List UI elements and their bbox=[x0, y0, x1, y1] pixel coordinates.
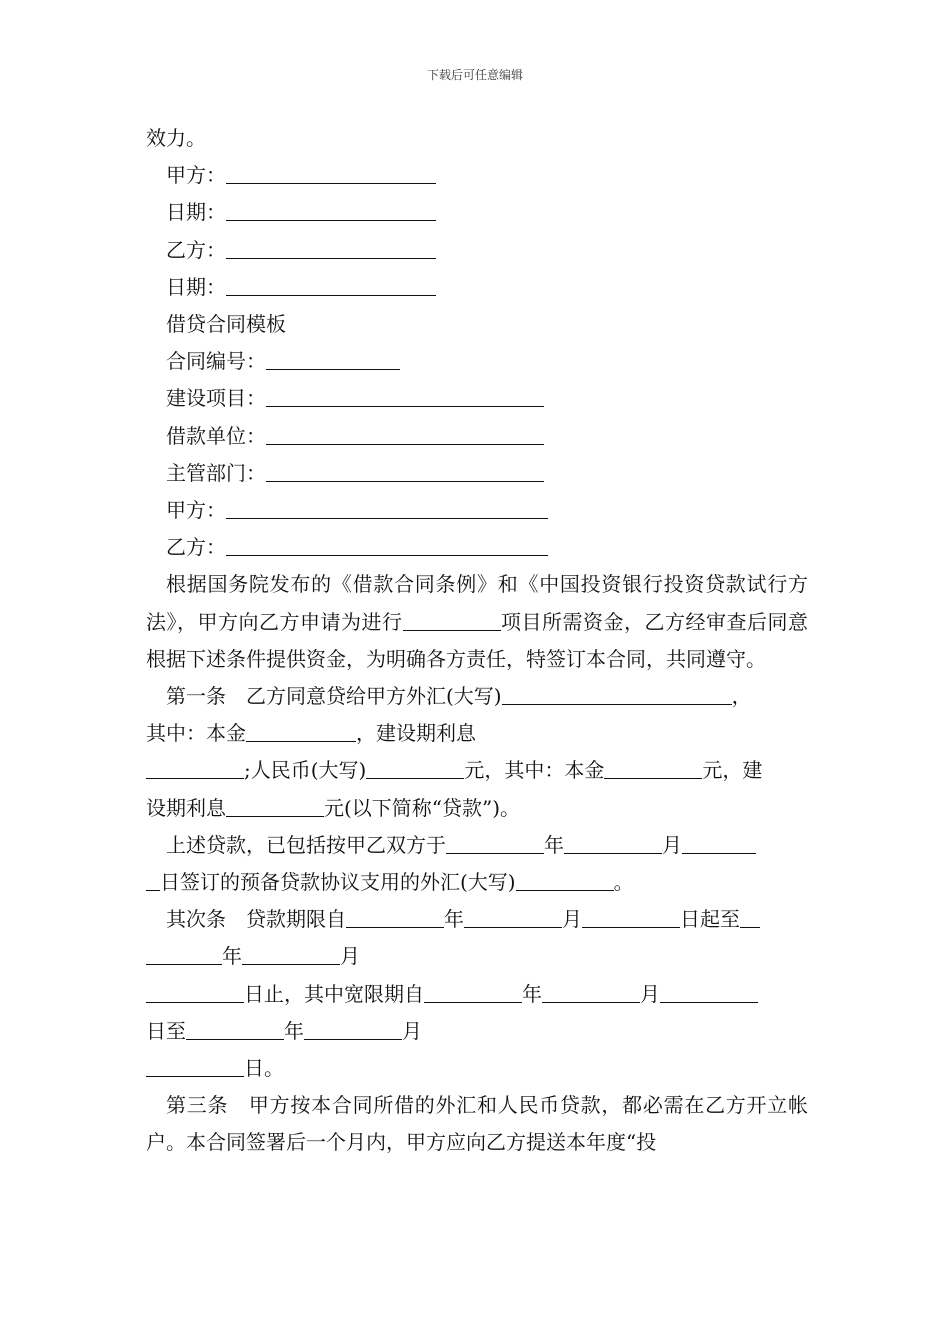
text: 项目所需资金，乙方经审查后同意根据下述条件提供资金，为明确各方责任，特签订本合同，共同遵守。 bbox=[146, 609, 808, 671]
text: 月 bbox=[402, 1018, 422, 1043]
text: 月 bbox=[640, 981, 660, 1006]
document-title: 借贷合同模板 bbox=[166, 312, 286, 337]
label: 日期： bbox=[166, 200, 226, 225]
blank-field bbox=[226, 533, 548, 556]
text: 元，建 bbox=[702, 758, 763, 783]
field-party-b bbox=[146, 529, 808, 566]
blank-field bbox=[242, 942, 340, 965]
article-3: 第三条 甲方按本合同所借的外汇和人民币贷款，都必需在乙方开立帐户。本合同签署后一个月内，甲方应向乙方提送本年度“投 bbox=[146, 1093, 808, 1155]
text: 日起至 bbox=[680, 907, 740, 932]
label: 乙方： bbox=[166, 535, 226, 560]
label: 借款单位： bbox=[166, 423, 266, 448]
blank-field bbox=[226, 794, 324, 817]
text: 日至 bbox=[146, 1018, 186, 1043]
article-2-line bbox=[146, 1013, 808, 1050]
blank-field bbox=[446, 831, 544, 854]
text: 年 bbox=[544, 832, 564, 857]
blank-field bbox=[146, 868, 160, 891]
text: ;人民币(大写) bbox=[244, 758, 367, 783]
signature-line-party-a bbox=[146, 157, 808, 194]
blank-field bbox=[346, 905, 444, 928]
text: ，建设期利息 bbox=[356, 721, 476, 746]
signature-line-date bbox=[146, 194, 808, 231]
blank-field bbox=[516, 868, 614, 891]
label: 乙方： bbox=[166, 237, 226, 262]
blank-field bbox=[146, 756, 244, 779]
text: 根据国务院发布的《借款合同条例》和《中国投资银行投资贷款试行方法》，甲方向乙方申请为进行 bbox=[146, 572, 808, 634]
text-line: 效力。 bbox=[146, 126, 206, 150]
blank-field bbox=[366, 756, 464, 779]
preamble-paragraph bbox=[146, 566, 808, 678]
blank-field bbox=[424, 980, 522, 1003]
article-1-line bbox=[146, 752, 808, 789]
blank-field bbox=[266, 459, 544, 482]
text: 其中：本金 bbox=[146, 721, 246, 746]
blank-field bbox=[266, 347, 400, 370]
blank-field bbox=[146, 980, 244, 1003]
text: 日。 bbox=[244, 1056, 284, 1081]
article-2-line bbox=[146, 1050, 808, 1087]
text: 日止，其中宽限期自 bbox=[244, 981, 424, 1006]
text: 年 bbox=[284, 1018, 304, 1043]
blank-field bbox=[660, 980, 758, 1003]
blank-field bbox=[604, 756, 702, 779]
article-1-supplement-line bbox=[146, 864, 808, 901]
text: 设期利息 bbox=[146, 795, 226, 820]
blank-field bbox=[226, 273, 436, 296]
text: 月 bbox=[662, 832, 682, 857]
label: 合同编号： bbox=[166, 349, 266, 374]
signature-line-date bbox=[146, 269, 808, 306]
text: 月 bbox=[562, 907, 582, 932]
article-2-line bbox=[146, 976, 808, 1013]
blank-field bbox=[226, 496, 548, 519]
blank-field bbox=[226, 198, 436, 221]
blank-field bbox=[304, 1017, 402, 1040]
text: 其次条 贷款期限自 bbox=[166, 907, 346, 932]
blank-field bbox=[740, 905, 760, 928]
text: 元，其中：本金 bbox=[464, 758, 605, 783]
signature-line-party-b bbox=[146, 232, 808, 269]
blank-field bbox=[403, 608, 501, 631]
blank-field bbox=[226, 236, 436, 259]
field-borrower bbox=[146, 418, 808, 455]
text: 。 bbox=[613, 870, 634, 895]
text: 上述贷款，已包括按甲乙双方于 bbox=[166, 832, 446, 857]
article-1 bbox=[146, 678, 808, 715]
blank-field bbox=[542, 980, 640, 1003]
text: 第一条 乙方同意贷给甲方外汇(大写) bbox=[166, 684, 502, 709]
article-2-line bbox=[146, 938, 808, 975]
text: 日签订的预备贷款协议支用的外汇(大写) bbox=[160, 870, 516, 895]
blank-field bbox=[582, 905, 680, 928]
blank-field bbox=[502, 682, 732, 705]
field-party-a bbox=[146, 492, 808, 529]
article-1-line bbox=[146, 790, 808, 827]
text: 年 bbox=[522, 981, 542, 1006]
text: ， bbox=[731, 684, 752, 709]
text: 月 bbox=[340, 944, 360, 969]
blank-field bbox=[246, 719, 356, 742]
label: 主管部门： bbox=[166, 460, 266, 485]
blank-field bbox=[682, 831, 756, 854]
blank-field bbox=[186, 1017, 284, 1040]
blank-field bbox=[266, 384, 544, 407]
blank-field bbox=[464, 905, 562, 928]
label: 甲方： bbox=[166, 498, 226, 523]
blank-field bbox=[226, 161, 436, 184]
text: 年 bbox=[444, 907, 464, 932]
blank-field bbox=[146, 1054, 244, 1077]
field-contract-number bbox=[146, 343, 808, 380]
blank-field bbox=[146, 942, 222, 965]
field-project bbox=[146, 380, 808, 417]
label: 日期： bbox=[166, 274, 226, 299]
article-1-supplement bbox=[146, 827, 808, 864]
article-1-line bbox=[146, 715, 808, 752]
label: 建设项目： bbox=[166, 386, 266, 411]
article-2 bbox=[146, 901, 808, 938]
text: 年 bbox=[222, 944, 242, 969]
text: 元(以下简称“贷款”)。 bbox=[324, 795, 521, 820]
blank-field bbox=[564, 831, 662, 854]
document-body bbox=[146, 120, 808, 1162]
field-department bbox=[146, 455, 808, 492]
page-header: 下载后可任意编辑 bbox=[426, 68, 523, 82]
blank-field bbox=[266, 422, 544, 445]
label: 甲方： bbox=[166, 163, 226, 188]
